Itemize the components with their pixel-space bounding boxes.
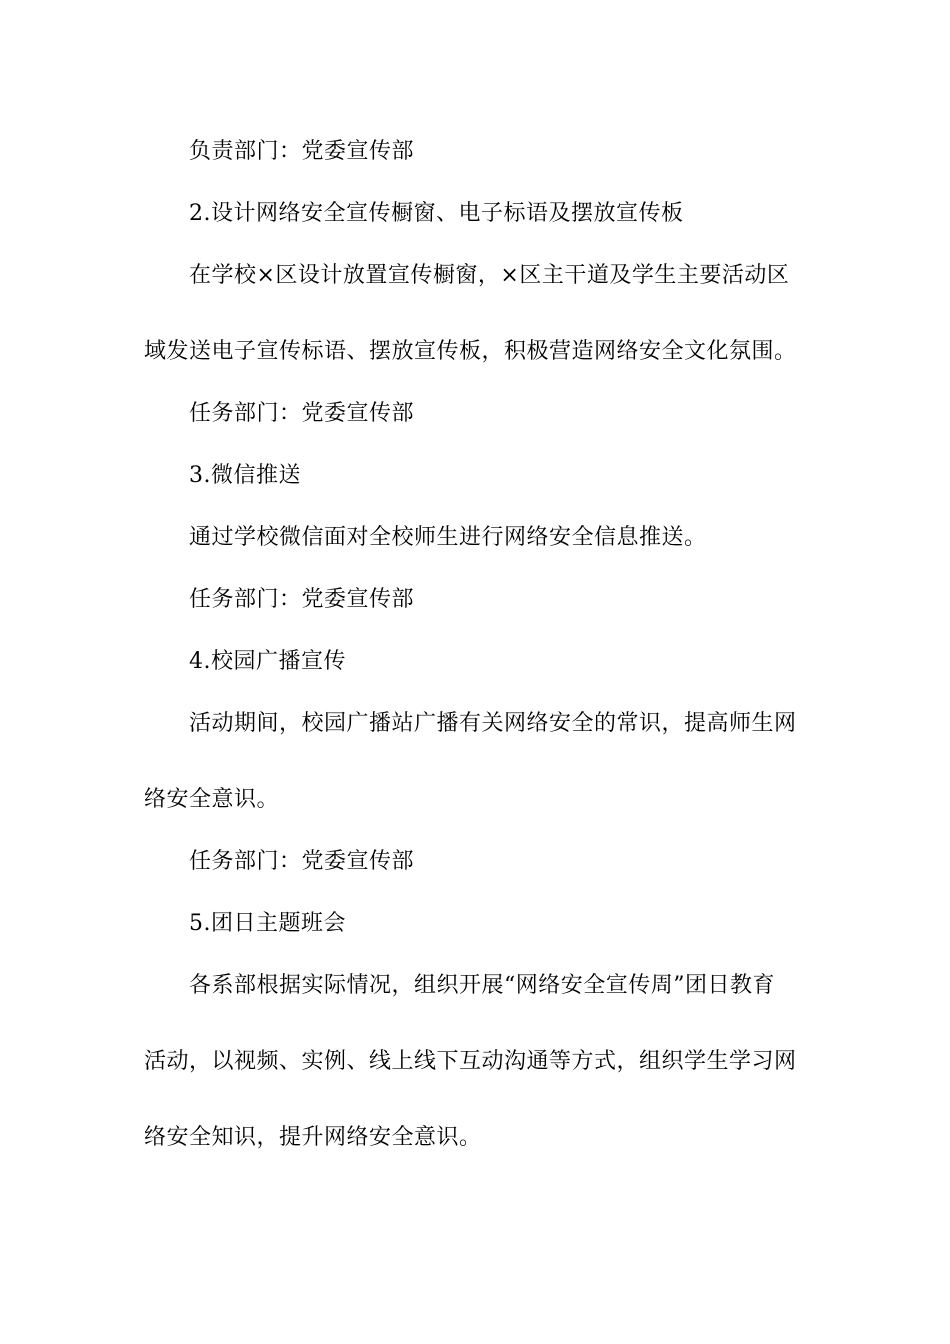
item-5-body-line-3: 络安全知识，提升网络安全意识。 bbox=[144, 1125, 482, 1150]
item-4-heading: 4.校园广播宣传 bbox=[189, 649, 346, 674]
item-4-body-line-1: 活动期间，校园广播站广播有关网络安全的常识，提高师生网 bbox=[189, 711, 797, 736]
responsible-dept-line: 负责部门：党委宣传部 bbox=[189, 139, 415, 164]
item-4-dept-line: 任务部门：党委宣传部 bbox=[189, 849, 415, 874]
item-4-body-line-2: 络安全意识。 bbox=[144, 787, 280, 812]
item-2-heading: 2.设计网络安全宣传橱窗、电子标语及摆放宣传板 bbox=[189, 201, 684, 226]
item-3-body-line-1: 通过学校微信面对全校师生进行网络安全信息推送。 bbox=[189, 525, 707, 550]
item-5-heading: 5.团日主题班会 bbox=[189, 911, 346, 936]
item-2-body-line-1: 在学校×区设计放置宣传橱窗，×区主干道及学生主要活动区 bbox=[189, 263, 790, 288]
item-2-dept-line: 任务部门：党委宣传部 bbox=[189, 401, 415, 426]
item-5-body-line-1: 各系部根据实际情况，组织开展“网络安全宣传周”团日教育 bbox=[189, 973, 775, 998]
item-5-body-line-2: 活动，以视频、实例、线上线下互动沟通等方式，组织学生学习网 bbox=[144, 1049, 797, 1074]
item-2-body-line-2: 域发送电子宣传标语、摆放宣传板，积极营造网络安全文化氛围。 bbox=[144, 339, 797, 364]
item-3-heading: 3.微信推送 bbox=[189, 463, 301, 488]
item-3-dept-line: 任务部门：党委宣传部 bbox=[189, 587, 415, 612]
